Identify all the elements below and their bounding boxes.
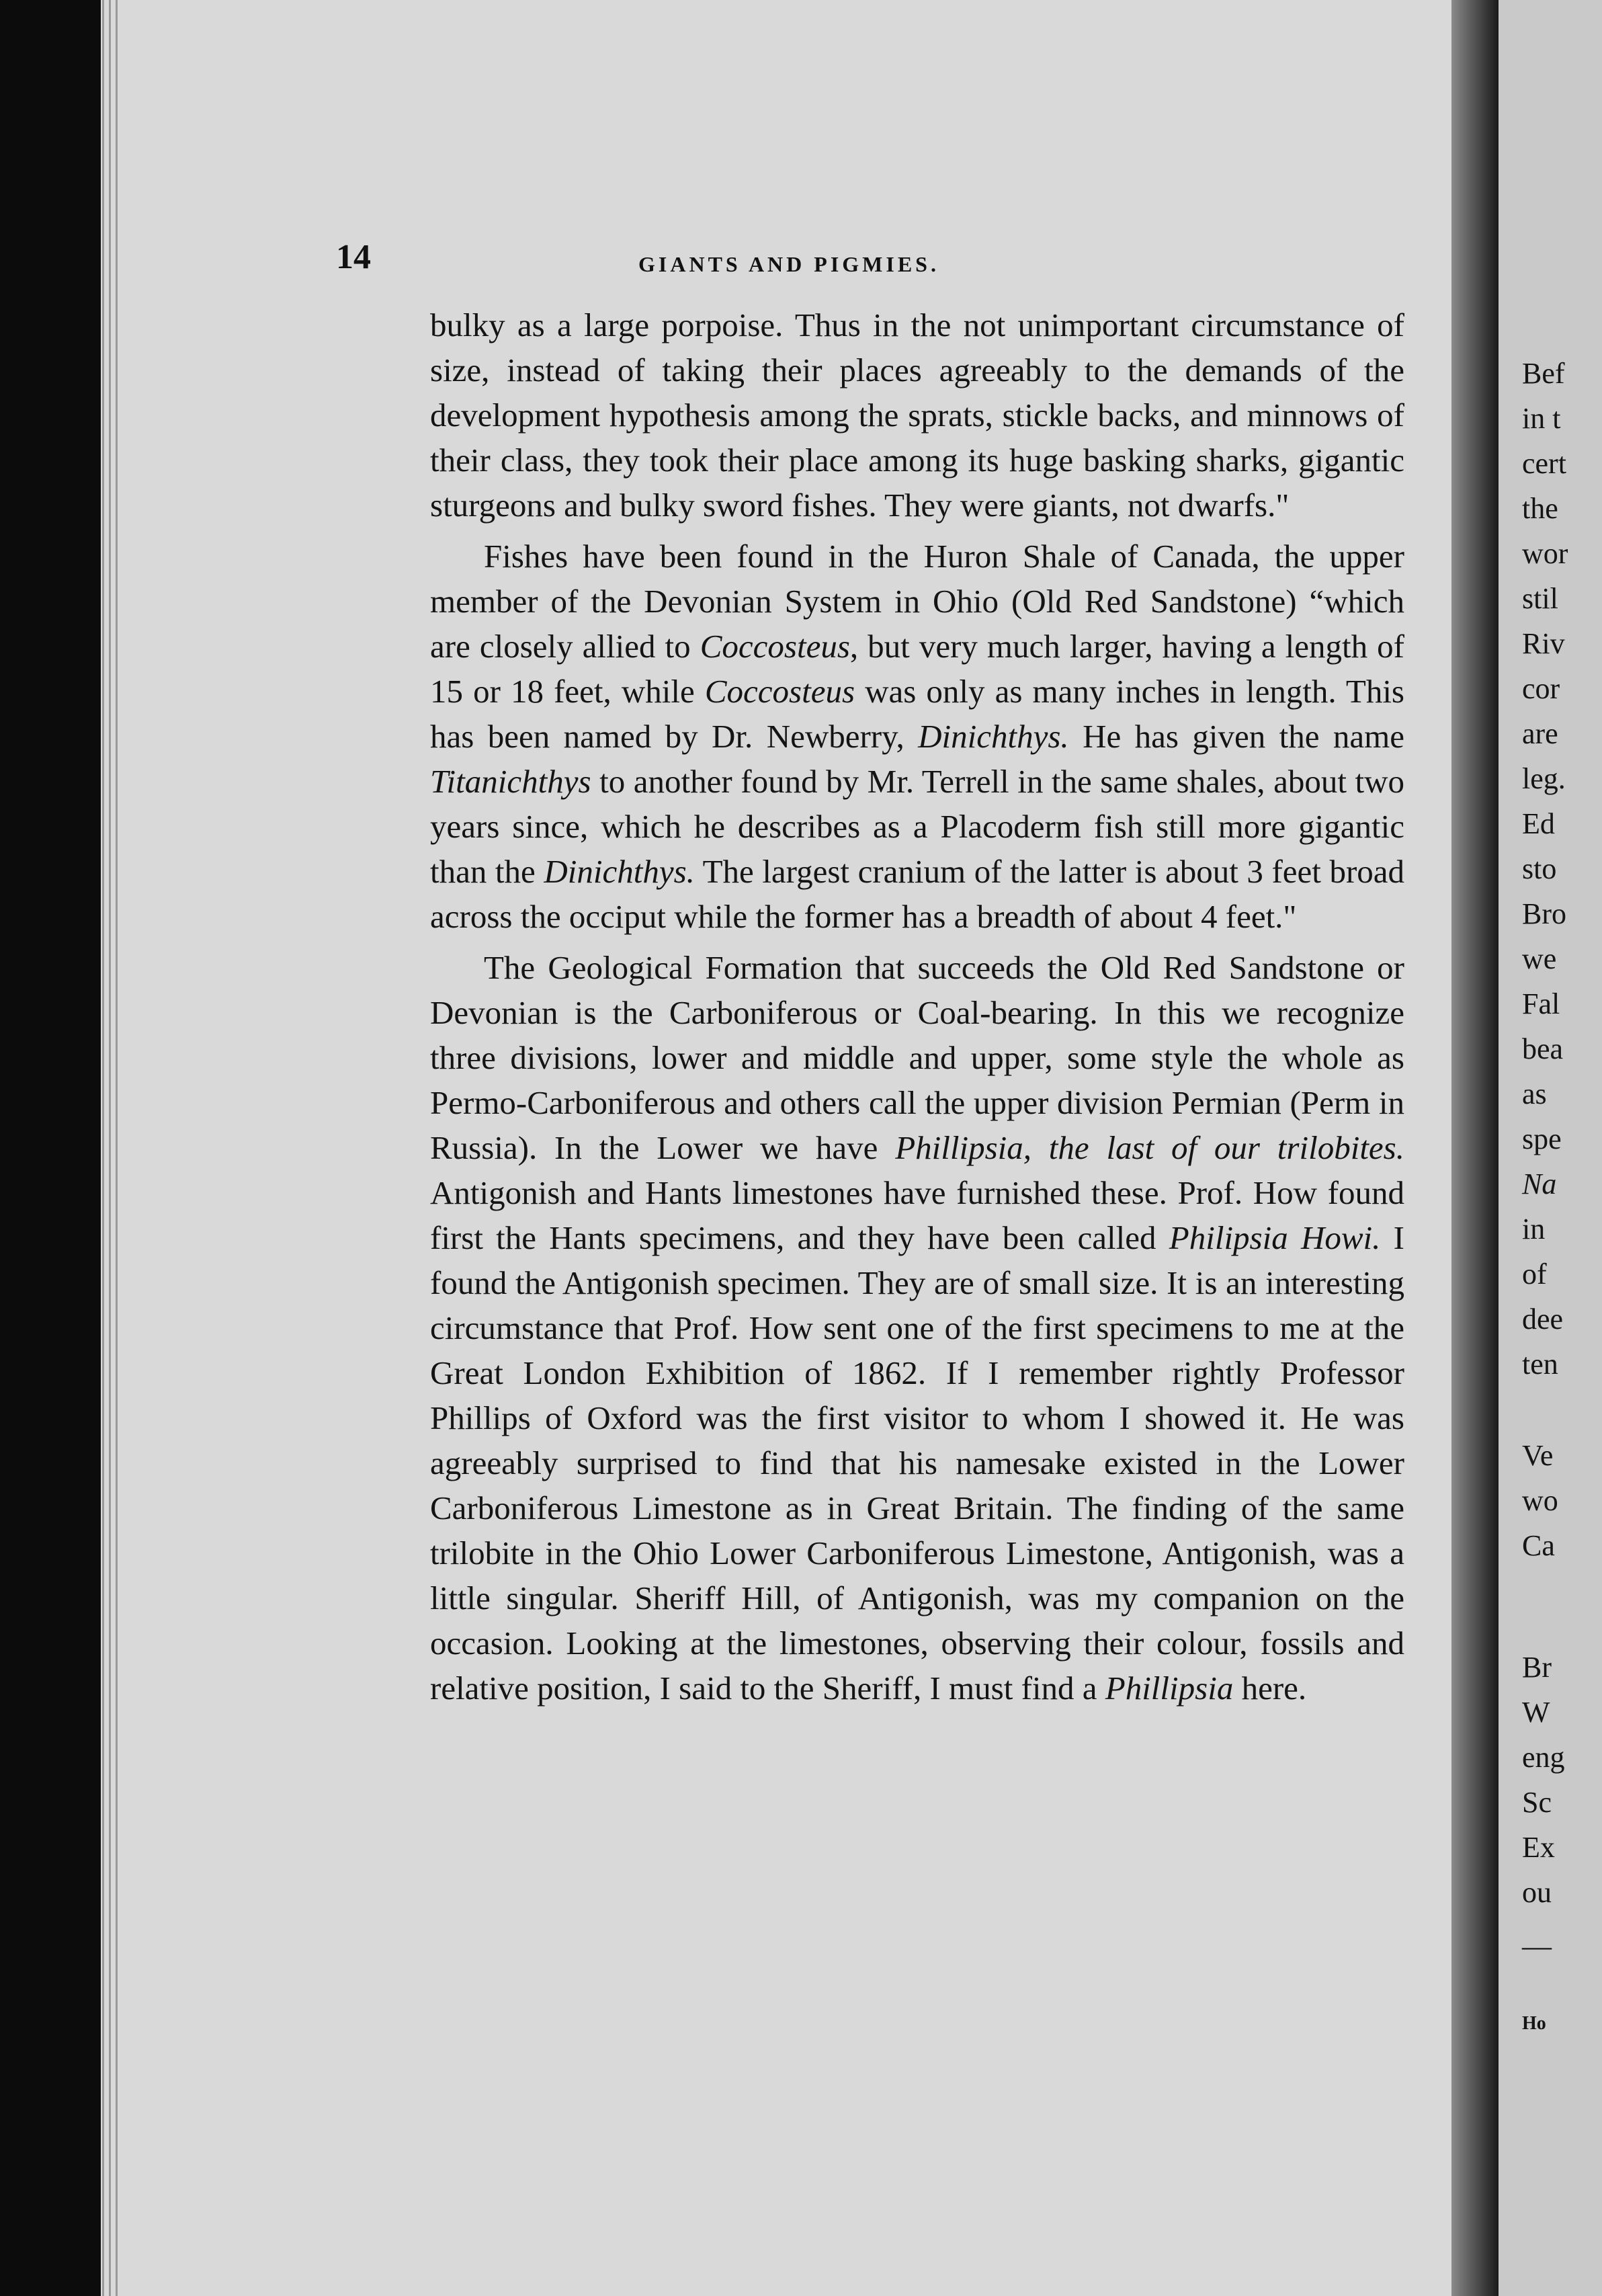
fragment: bea bbox=[1522, 1032, 1564, 1065]
paragraph bbox=[430, 945, 1404, 1711]
text-run: He has given the name bbox=[1068, 718, 1404, 755]
fragment: Br bbox=[1522, 1651, 1552, 1684]
fragment: Riv bbox=[1522, 627, 1565, 660]
paragraph bbox=[430, 534, 1404, 939]
fragment: sto bbox=[1522, 852, 1557, 885]
fragment: Ex bbox=[1522, 1831, 1555, 1864]
fragment: Fal bbox=[1522, 987, 1560, 1020]
fragment: Ve bbox=[1522, 1439, 1554, 1472]
fragment: ten bbox=[1522, 1348, 1558, 1381]
text-run: here. bbox=[1233, 1670, 1307, 1707]
page-edge-line bbox=[116, 0, 118, 2296]
italic-run: Dinichthys. bbox=[544, 853, 695, 890]
fragment: W bbox=[1522, 1696, 1550, 1729]
fragment: we bbox=[1522, 942, 1557, 975]
fragment: cert bbox=[1522, 447, 1566, 480]
fragment: spe bbox=[1522, 1122, 1562, 1155]
paragraph bbox=[430, 302, 1404, 528]
fragment: stil bbox=[1522, 582, 1558, 615]
fragment: wo bbox=[1522, 1484, 1558, 1517]
italic-run: Phillipsia, the last of our trilobites. bbox=[895, 1129, 1404, 1166]
fragment: Ed bbox=[1522, 807, 1555, 840]
fragment: ou bbox=[1522, 1876, 1552, 1909]
fragment: Na bbox=[1522, 1167, 1557, 1200]
fragment: Ho bbox=[1522, 2013, 1546, 2034]
fragment: as bbox=[1522, 1077, 1547, 1110]
text-run: The Geological Formation that succeeds the Old Red Sandstone or Devonian is the Carboniferous or Coal-bearing. In this we recognize three divisions, lower and middle and upper, some style the whole as Permo-Carboniferous and others call the upper division Permian (Perm in Russia). In the Lower we have bbox=[430, 949, 1404, 1166]
text-run: to another found by Mr. Terrell in the same shales, about two years since, which he describes as a Placoderm fish still more gigantic than the bbox=[430, 763, 1404, 890]
fragment: dee bbox=[1522, 1303, 1564, 1336]
fragment: Sc bbox=[1522, 1786, 1552, 1819]
fragment: of bbox=[1522, 1258, 1547, 1290]
fragment: leg. bbox=[1522, 762, 1566, 795]
fragment: are bbox=[1522, 717, 1558, 750]
fragment: Ca bbox=[1522, 1529, 1555, 1562]
text-run: The largest cranium of the latter is about 3 feet broad across the occiput while the former has a breadth of about 4 feet." bbox=[430, 853, 1405, 935]
page-header bbox=[336, 237, 1425, 284]
page-edge-line bbox=[109, 0, 111, 2296]
italic-run: Dinichthys. bbox=[918, 718, 1069, 755]
fragment: in t bbox=[1522, 402, 1561, 435]
text-run: , but very much larger, having a length of 15 or 18 feet, while bbox=[430, 628, 1404, 710]
page-edge-line bbox=[102, 0, 104, 2296]
fragment: wor bbox=[1522, 537, 1568, 570]
next-page-edge bbox=[1499, 0, 1602, 2296]
fragment: — bbox=[1522, 1930, 1552, 1963]
italic-run: Philipsia Howi. bbox=[1169, 1219, 1381, 1256]
italic-run: Coccosteus bbox=[700, 628, 850, 665]
fragment: in bbox=[1522, 1213, 1546, 1245]
fragment: cor bbox=[1522, 672, 1560, 705]
running-head: GIANTS AND PIGMIES. bbox=[638, 252, 939, 276]
italic-run: Coccosteus bbox=[704, 673, 855, 710]
page-number: 14 bbox=[336, 238, 371, 276]
italic-run: Titanichthys bbox=[430, 763, 591, 800]
fragment: Bef bbox=[1522, 357, 1565, 390]
fragment: the bbox=[1522, 492, 1558, 525]
fragment: Bro bbox=[1522, 897, 1566, 930]
body-text bbox=[430, 302, 1404, 1717]
text-run: I found the Antigonish specimen. They are of small size. It is an interesting circumstance that Prof. How sent one of the first specimens to me at the Great London Exhibition of 1862. If I remember rightly Professor Phillips of Oxford was the first visitor to whom I showed it. He was agreeably surprised to find that his namesake existed in the Lower Carboniferous Limestone as in Great Britain. The finding of the same trilobite in the Ohio Lower Carboniferous Limestone, Antigonish, was a little singular. Sheriff Hill, of Antigonish, was my companion on the occasion. Looking at the limestones, observing their colour, fossils and relative position, I said to the Sheriff, I must find a bbox=[430, 1219, 1404, 1707]
text-run: bulky as a large porpoise. Thus in the not unimportant circumstance of size, instead of taking their places agreeably to the demands of the development hypothesis among the sprats, stickle backs, and minnows of their class, they took their place among its huge basking sharks, gigantic sturgeons and bulky sword fishes. They were giants, not dwarfs." bbox=[430, 306, 1404, 524]
text-run: Fishes have been found in the Huron Shale of Canada, the upper member of the Devonian System in Ohio (Old Red Sandstone) “which are closely allied to bbox=[430, 538, 1404, 665]
text-run: was only as many inches in length. This has been named by Dr. Newberry, bbox=[430, 673, 1405, 755]
text-run: Antigonish and Hants limestones have furnished these. Prof. How found first the Hants specimens, and they have been called bbox=[430, 1174, 1404, 1256]
fragment: eng bbox=[1522, 1741, 1565, 1774]
book-gutter bbox=[1451, 0, 1499, 2296]
italic-run: Phillipsia bbox=[1105, 1670, 1234, 1707]
